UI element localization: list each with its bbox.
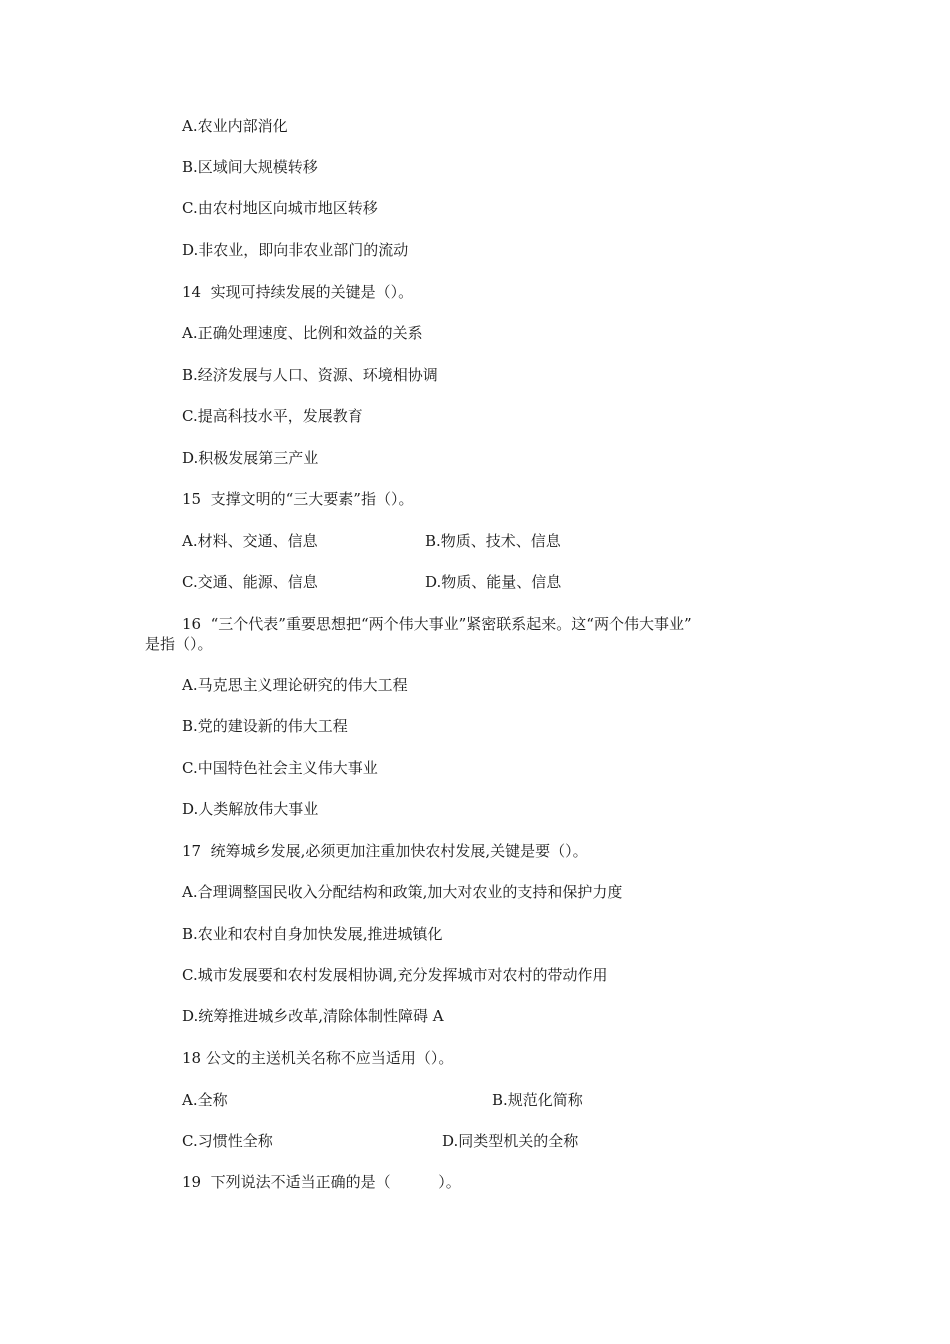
q17-option-a: A.合理调整国民收入分配结构和政策,加大对农业的支持和保护力度 xyxy=(182,883,623,901)
q16-option-b: B.党的建设新的伟大工程 xyxy=(182,717,348,735)
q16-option-a: A.马克思主义理论研究的伟大工程 xyxy=(182,676,408,694)
q18-option-d: D.同类型机关的全称 xyxy=(442,1132,579,1150)
q19-stem: 19 下列说法不适当正确的是（ ）。 xyxy=(182,1173,461,1191)
q14-option-d: D.积极发展第三产业 xyxy=(182,449,319,467)
q16-option-c: C.中国特色社会主义伟大事业 xyxy=(182,759,378,777)
q17-stem: 17 统筹城乡发展,必须更加注重加快农村发展,关键是要（）。 xyxy=(182,842,588,860)
q18-option-a: A.全称 xyxy=(182,1091,228,1109)
q16-stem-line1: 16 “三个代表”重要思想把“两个伟大事业”紧密联系起来。这“两个伟大事业” xyxy=(182,615,692,633)
q17-option-d: D.统筹推进城乡改革,清除体制性障碍 A xyxy=(182,1007,444,1025)
q15-option-c: C.交通、能源、信息 xyxy=(182,573,318,591)
q16-stem-line2: 是指（）。 xyxy=(145,635,213,653)
q14-option-c: C.提高科技水平，发展教育 xyxy=(182,407,363,425)
q17-option-c: C.城市发展要和农村发展相协调,充分发挥城市对农村的带动作用 xyxy=(182,966,608,984)
q13-option-d: D.非农业，即向非农业部门的流动 xyxy=(182,241,409,259)
q15-option-d: D.物质、能量、信息 xyxy=(425,573,562,591)
q13-option-a: A.农业内部消化 xyxy=(182,117,288,135)
q14-option-a: A.正确处理速度、比例和效益的关系 xyxy=(182,324,423,342)
q14-option-b: B.经济发展与人口、资源、环境相协调 xyxy=(182,366,438,384)
q15-stem: 15 支撑文明的“三大要素”指（）。 xyxy=(182,490,414,508)
q14-stem: 14 实现可持续发展的关键是（）。 xyxy=(182,283,414,301)
q15-option-b: B.物质、技术、信息 xyxy=(425,532,561,550)
q18-option-b: B.规范化简称 xyxy=(492,1091,583,1109)
q13-option-b: B.区域间大规模转移 xyxy=(182,158,318,176)
q18-option-c: C.习惯性全称 xyxy=(182,1132,273,1150)
q15-option-a: A.材料、交通、信息 xyxy=(182,532,318,550)
q18-stem: 18 公文的主送机关名称不应当适用（）。 xyxy=(182,1049,454,1067)
q16-option-d: D.人类解放伟大事业 xyxy=(182,800,319,818)
q13-option-c: C.由农村地区向城市地区转移 xyxy=(182,199,378,217)
q17-option-b: B.农业和农村自身加快发展,推进城镇化 xyxy=(182,925,443,943)
